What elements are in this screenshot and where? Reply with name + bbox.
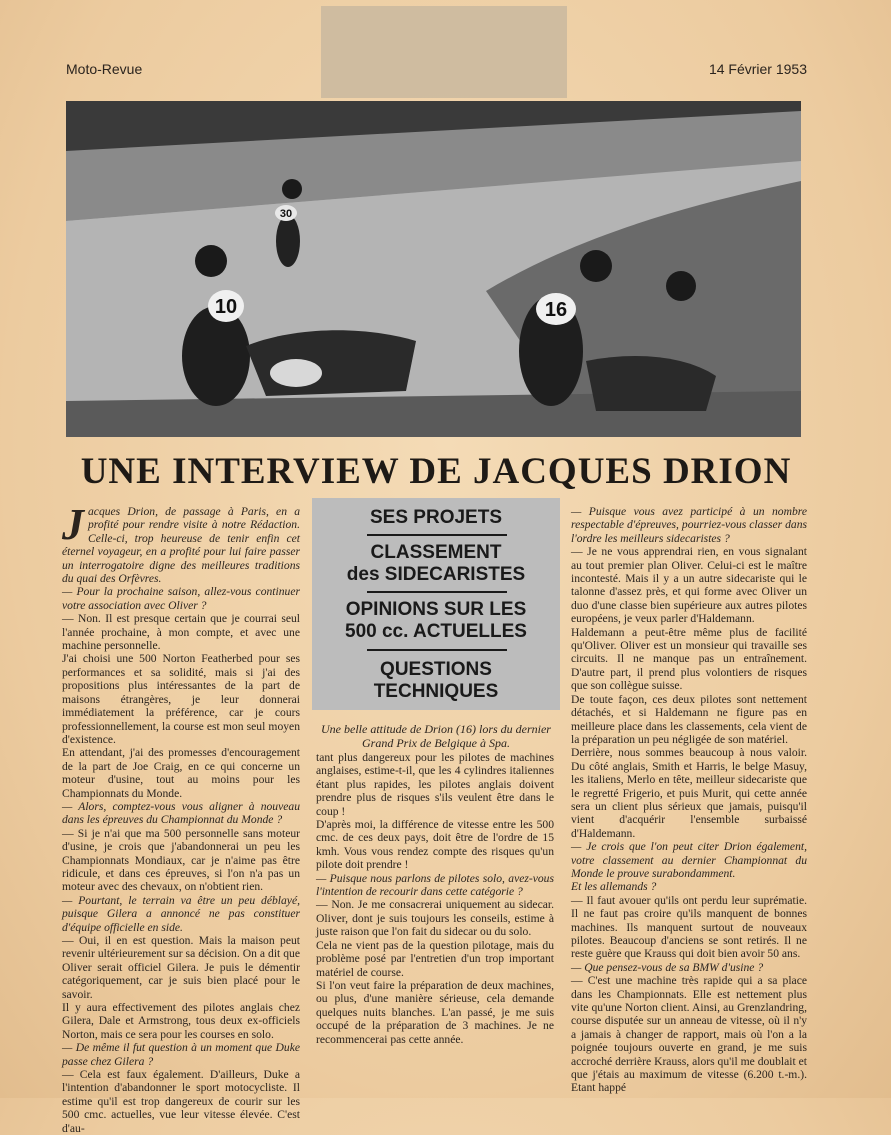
answer: — Cela est faux également. D'ailleurs, Duke a l'intention d'abandonner le sport motocycliste. Il estime qu'il est trop dangereux de courir sur les 500 cmc. actuelles, vue leur vitesse élevée. C'est d'au-	[62, 1068, 300, 1135]
answer: — Non. Je me consacrerai uniquement au sidecar. Oliver, dont je suis toujours les conseils, estime à juste raison que l'on fait du sidecar ou du solo.	[316, 898, 554, 939]
answer: — Oui, il en est question. Mais la maison peut revenir ultérieurement sur sa décision. On a dit que Oliver serait officiel Gilera. Je puis le démentir catégoriquement, car je suis bien placé pour le savoir.	[62, 934, 300, 1001]
question: — Pour la prochaine saison, allez-vous continuer votre association avec Oliver ?	[62, 585, 300, 612]
paragraph: En attendant, j'ai des promesses d'encouragement de la part de Joe Craig, en ce qui concerne un moteur d'usine, tout au moins pour les Championnats du Monde.	[62, 746, 300, 800]
column-1	[62, 500, 300, 1135]
question: — Alors, comptez-vous vous aligner à nouveau dans les épreuves du Championnat du Monde ?	[62, 799, 300, 827]
question: — De même il fut question à un moment que Duke passe chez Gilera ?	[62, 1041, 300, 1068]
topic-divider	[367, 534, 507, 536]
photo-caption: Une belle attitude de Drion (16) lors du dernier Grand Prix de Belgique à Spa.	[321, 722, 551, 750]
topic-techniques: TECHNIQUES	[373, 681, 499, 702]
question: — Pourtant, le terrain va être un peu déblayé, puisque Gilera a annoncé ne pas constituer d'équipe officielle en side.	[62, 893, 300, 934]
topic-questions: QUESTIONS	[380, 659, 492, 680]
paragraph: tant plus dangereux pour les pilotes de machines anglaises, estime-t-il, que les 4 cylindres italiennes étant plus rapides, les pilotes anglais doivent prendre plus de risques s'ils veulent être dans le coup !	[316, 751, 554, 818]
question: Et les allemands ?	[571, 880, 657, 894]
answer: — C'est une machine très rapide qui a sa place dans les Championnats. Elle est nettement plus vite qu'une Norton client. Ainsi, au Grenzlandring, course disputée sur un anneau de vitesse, où il n'y a jamais à changer de rapport, mais où l'on a la poignée toujours ouverte en grand, je me suis accroché derrière Krauss, alors qu'il me doublait et que j'étais au maximum de vitesse (6.200 t.-m.). Etant happé	[571, 974, 807, 1095]
topic-divider	[367, 649, 507, 651]
topic-classement: CLASSEMENT	[370, 542, 502, 563]
paragraph: Derrière, nous sommes beaucoup à nous valoir. Du côté anglais, Smith et Harris, le belge Masuy, les italiens, Merlo en tête, meilleur sidecariste que le regretté Frigerio, et puis Murit, qui cette année sera un client plus sérieux que jamais, puisqu'il vient d'acquérir l'ensemble surbaissé d'Haldemann.	[571, 746, 807, 840]
drop-cap: J	[62, 500, 84, 549]
question: — Puisque nous parlons de pilotes solo, avez-vous l'intention de recourir dans cette catégorie ?	[316, 871, 554, 899]
paragraph: De toute façon, ces deux pilotes sont nettement détachés, et si Haldemann ne figure pas en meilleure place dans les classements, cela vient de la préparation un peu négligée de son matériel.	[571, 692, 807, 746]
answer: — Non. Il est presque certain que je courrai seul l'année prochaine, à mon compte, et avec une machine personnelle.	[62, 612, 300, 653]
answer: — Je ne vous apprendrai rien, en vous signalant au tout premier plan Oliver. Celui-ci est le maître incontesté. Mais il y a un autre sidecariste qui le talonne d'assez près, et qui forme avec Oliver un duo d'une classe bien supérieure aux autres pilotes européens, je veux parler d'Haldemann.	[571, 545, 807, 626]
paragraph: D'après moi, la différence de vitesse entre les 500 cmc. de ces deux pays, doit être de l'ordre de 15 kmh. Vous vous rendez compte des risques qu'un pilote doit prendre !	[316, 818, 554, 872]
tape-overlay	[321, 6, 567, 98]
intro-paragraph: acques Drion, de passage à Paris, en a profité pour rendre visite à notre Rédaction. Celle-ci, trop heureuse de tenir enfin cet éternel voyageur, en a profité pour lui faire passer un interrogatoire digne des meilleures traditions du quai des Orfèvres.	[62, 505, 300, 586]
column-2	[316, 751, 554, 1046]
headline: UNE INTERVIEW DE JACQUES DRION	[80, 451, 792, 492]
paragraph: J'ai choisi une 500 Norton Featherbed pour ses performances et sa solidité, mais si j'ai des propositions plus intéressantes de la part de maisons étrangères, je leur donnerai immédiatement la préférence, car je cours professionnellement, la course est mon seul moyen d'existence.	[62, 652, 300, 746]
issue-date: 14 Février 1953	[708, 61, 807, 77]
topic-sidecaristes: des SIDECARISTES	[346, 564, 526, 585]
question: — Je crois que l'on peut citer Drion également, votre classement au dernier Championnat du Monde le prouve surabondamment.	[571, 840, 807, 880]
publication-name: Moto-Revue	[66, 61, 143, 77]
topic-500cc: 500 cc. ACTUELLES	[345, 621, 527, 642]
question: — Que pensez-vous de sa BMW d'usine ?	[571, 960, 764, 974]
paragraph: Haldemann a peut-être même plus de facilité qu'Oliver. Oliver est un monsieur qui travaille ses circuits. Il ne manque pas un entraînement. D'autre part, il prend plus volontiers de risques que son collègue suisse.	[571, 625, 807, 693]
paragraph: Si l'on veut faire la préparation de deux machines, ou plus, d'une manière sérieuse, cela demande quelques nuits blanches. L'an passé, je me suis occupé de la préparation de 3 machines. Je ne recommencerai pas cette année.	[316, 978, 554, 1046]
paragraph: Cela ne vient pas de la question pilotage, mais du problème posé par l'entretien d'un trop important matériel de course.	[316, 938, 554, 979]
answer: — Si je n'ai que ma 500 personnelle sans moteur d'usine, je crois que j'abandonnerai un peu les Championnats Mondiaux, car je n'aime pas être ridicule, et dans ces épreuves, si l'on n'a pas un moteur avec des chevaux, on n'obtient rien.	[62, 826, 300, 894]
topic-divider	[367, 591, 507, 593]
answer: — Il faut avouer qu'ils ont perdu leur suprématie. Il ne faut pas croire qu'ils manquent de bonnes machines. Ils manquent surtout de nouveaux pilotes. Beaucoup d'anciens se sont retirés. Il ne reste guère que Krauss qui doit bien avoir 50 ans.	[571, 893, 807, 961]
topic-opinions: OPINIONS SUR LES	[345, 599, 527, 620]
topics-box	[312, 498, 560, 710]
race-number-16: 16	[544, 299, 568, 321]
question: — Puisque vous avez participé à un nombre respectable d'épreuves, pourriez-vous classer dans l'ordre les meilleurs sidecaristes ?	[571, 505, 807, 545]
race-number-10: 10	[214, 296, 238, 318]
paragraph: Il y aura effectivement des pilotes anglais chez Gilera, Dale et Armstrong, tous deux ex-officiels Norton, mais ce sera pour les courses en solo.	[62, 1001, 300, 1041]
race-photo	[66, 101, 801, 437]
column-3	[571, 505, 807, 1095]
race-number-30: 30	[279, 208, 293, 220]
topic-projets: SES PROJETS	[370, 507, 502, 528]
